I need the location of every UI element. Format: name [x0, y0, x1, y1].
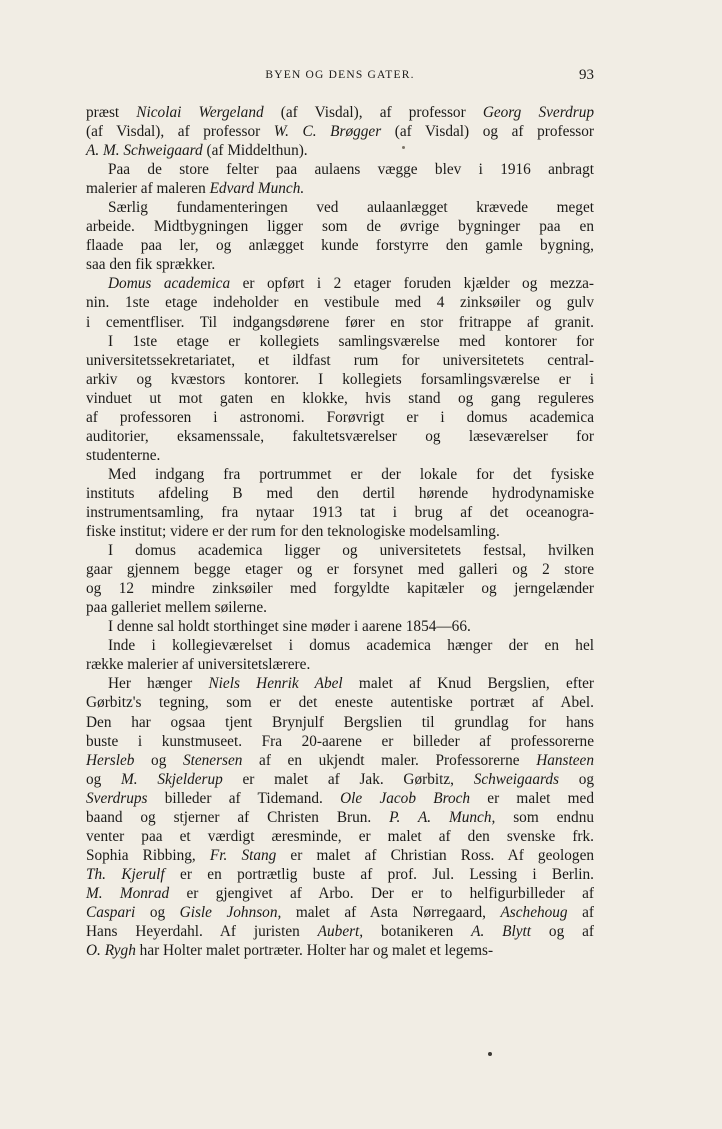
- text-line: [86, 503, 594, 522]
- text-line: [86, 389, 594, 408]
- text-line: [86, 408, 594, 427]
- text-line: [86, 541, 594, 560]
- text-run: Sophia Ribbing,: [86, 846, 210, 864]
- text-line: [86, 941, 594, 960]
- text-run: malerier af maleren: [86, 180, 210, 198]
- text-run: Paa de store felter paa aulaens vægge blev i 1916 anbragt: [108, 161, 594, 179]
- italic-name: Fr. Stang: [209, 846, 277, 864]
- italic-name: M. Skjelderup: [121, 770, 223, 788]
- text-run: er malet af Jak. Gørbitz,: [222, 770, 474, 788]
- text-run: instituts afdeling B med den dertil hørende hydrodynamiske: [86, 484, 594, 502]
- text-run: nin. 1ste etage indeholder en vestibule med 4 zinksøiler og gulv: [86, 294, 594, 312]
- italic-name: Schweigaards: [473, 770, 559, 788]
- text-line: [86, 789, 594, 808]
- text-line: [86, 598, 594, 617]
- text-line: [86, 217, 594, 236]
- text-run: er malet af Christian Ross. Af geologen: [276, 846, 595, 864]
- text-run: Gørbitz's tegning, som er det eneste autentiske portræt af Abel.: [86, 694, 594, 712]
- text-run: venter paa et værdigt æresminde, er malet af den svenske frk.: [86, 827, 594, 845]
- italic-name: Sverdrups: [86, 789, 148, 807]
- text-run: Med indgang fra portrummet er der lokale for det fysiske: [108, 465, 594, 483]
- text-run: og 12 mindre zinksøiler med forgyldte kapitæler og jerngelænder: [86, 580, 594, 598]
- text-run: og af: [531, 923, 594, 941]
- text-run: (af Visdal), af professor: [263, 104, 483, 121]
- page-header: [86, 67, 594, 87]
- text-run: studenterne.: [86, 446, 161, 464]
- text-line: [86, 674, 594, 693]
- running-title: BYEN OG DENS GATER.: [265, 69, 415, 81]
- italic-name: Georg Sverdrup: [482, 104, 594, 121]
- text-line: [86, 427, 594, 446]
- text-line: [86, 465, 594, 484]
- text-run: malet af Asta Nørregaard,: [281, 903, 501, 921]
- text-run: gaar gjennem begge etager og er forsynet med galleri og 2 store: [86, 561, 594, 579]
- italic-name: Nicolai Wergeland: [136, 104, 264, 121]
- text-line: [86, 141, 594, 160]
- text-run: har Holter malet portræter. Holter har og malet et legems-: [135, 942, 494, 960]
- text-run: præst: [86, 104, 137, 121]
- text-run: er malet med: [470, 789, 594, 807]
- italic-name: Th. Kjerulf: [86, 865, 165, 883]
- text-line: [86, 122, 594, 141]
- text-line: [86, 865, 594, 884]
- text-run: fiske institut; videre er der rum for den teknologiske modelsamling.: [86, 523, 500, 541]
- ink-speck: [402, 146, 405, 149]
- text-run: Her hænger: [108, 675, 209, 693]
- italic-name: Hansteen: [536, 751, 594, 769]
- text-run: I 1ste etage er kollegiets samlingsværelse med kontorer for: [108, 332, 594, 350]
- italic-name: M. Monrad: [86, 884, 170, 902]
- italic-name: Domus academica: [108, 275, 231, 293]
- text-run: række malerier af universitetslærere.: [86, 656, 311, 674]
- text-run: er opført i 2 etager foruden kjælder og mezza-: [230, 275, 594, 293]
- page-number: 93: [579, 67, 594, 83]
- text-line: [86, 236, 594, 255]
- text-run: arbeide. Midtbygningen ligger som de øvrige bygninger paa en: [86, 218, 594, 236]
- text-line: [86, 446, 594, 465]
- text-run: Inde i kollegieværelset i domus academica hænger der en hel: [108, 637, 594, 655]
- italic-name: Gisle Johnson,: [179, 903, 282, 921]
- text-run: arkiv og kvæstors kontorer. I kollegiets forsamlingsværelse er i: [86, 370, 594, 388]
- text-line: [86, 370, 594, 389]
- text-run: (af Visdal) og af professor: [381, 123, 595, 141]
- text-run: I denne sal holdt storthinget sine møder i aarene 1854—66.: [108, 618, 471, 636]
- text-run: som endnu: [495, 808, 594, 826]
- italic-name: Aubert,: [317, 923, 364, 941]
- italic-name: Hersleb: [86, 751, 135, 769]
- ink-speck: [488, 1052, 492, 1056]
- text-run: flaade paa ler, og anlægget kunde forstyrre den gamle bygning,: [86, 237, 594, 255]
- italic-name: A. Blytt: [471, 923, 532, 941]
- text-run: af professoren i astronomi. Forøvrigt er i domus academica: [86, 408, 594, 426]
- text-line: [86, 922, 594, 941]
- text-line: [86, 617, 594, 636]
- text-line: [86, 732, 594, 751]
- text-line: [86, 579, 594, 598]
- italic-name: Ole Jacob Broch: [340, 789, 471, 807]
- text-run: Særlig fundamenteringen ved aulaanlægget krævede meget: [108, 199, 594, 217]
- text-line: [86, 808, 594, 827]
- text-run: i cementfliser. Til indgangsdørene fører en stor fritrappe af granit.: [86, 313, 594, 331]
- text-run: og: [86, 770, 122, 788]
- text-line: [86, 179, 594, 198]
- text-line: [86, 332, 594, 351]
- text-line: [86, 751, 594, 770]
- text-line: [86, 351, 594, 370]
- text-run: Den har ogsaa tjent Brynjulf Bergslien til grundlag for hans: [86, 713, 594, 731]
- text-line: [86, 636, 594, 655]
- text-line: [86, 522, 594, 541]
- text-run: instrumentsamling, fra nytaar 1913 tat i brug af det oceanogra-: [86, 503, 594, 521]
- text-line: [86, 846, 594, 865]
- text-run: og: [558, 770, 595, 788]
- text-run: vinduet ut mot gaten en klokke, hvis stand og gang reguleres: [86, 389, 594, 407]
- italic-name: Aschehoug: [500, 903, 568, 921]
- text-run: I domus academica ligger og universitetets festsal, hvilken: [108, 542, 594, 560]
- text-run: billeder af Tidemand.: [147, 789, 341, 807]
- text-run: universitetssekretariatet, et ildfast rum for universitetets central-: [86, 351, 594, 369]
- italic-name: Caspari: [86, 903, 136, 921]
- text-run: baand og stjerner af Christen Brun.: [86, 808, 390, 826]
- text-line: [86, 693, 594, 712]
- text-run: og: [134, 751, 183, 769]
- text-line: [86, 884, 594, 903]
- text-run: og: [135, 903, 180, 921]
- text-line: [86, 560, 594, 579]
- text-line: [86, 903, 594, 922]
- text-run: (af Middelthun).: [202, 142, 308, 160]
- text-line: [86, 827, 594, 846]
- text-line: [86, 770, 594, 789]
- text-line: [86, 160, 594, 179]
- italic-name: W. C. Brøgger: [273, 123, 382, 141]
- text-line: [86, 255, 594, 274]
- text-line: [86, 274, 594, 293]
- italic-name: O. Rygh: [86, 942, 136, 960]
- text-line: [86, 198, 594, 217]
- italic-name: A. M. Schweigaard: [86, 142, 203, 160]
- body-text: [86, 103, 594, 960]
- text-run: paa galleriet mellem søilerne.: [86, 599, 267, 617]
- text-line: [86, 313, 594, 332]
- text-run: Hans Heyerdahl. Af juristen: [86, 923, 318, 941]
- italic-name: P. A. Munch,: [389, 808, 496, 826]
- text-run: er en portrætlig buste af prof. Jul. Lessing i Berlin.: [164, 865, 594, 883]
- text-run: buste i kunstmuseet. Fra 20-aarene er billeder af professorerne: [86, 732, 594, 750]
- italic-name: Stenersen: [182, 751, 243, 769]
- text-run: botanikeren: [363, 923, 472, 941]
- text-line: [86, 293, 594, 312]
- text-line: [86, 713, 594, 732]
- italic-name: Niels Henrik Abel: [208, 675, 343, 693]
- text-line: [86, 655, 594, 674]
- text-line: [86, 484, 594, 503]
- text-line: [86, 103, 594, 122]
- text-run: af: [567, 903, 594, 921]
- italic-name: Edvard Munch.: [209, 180, 305, 198]
- text-run: auditorier, eksamenssale, fakultetsværelser og læseværelser for: [86, 427, 594, 445]
- text-run: malet af Knud Bergslien, efter: [342, 675, 594, 693]
- text-run: af en ukjendt maler. Professorerne: [242, 751, 537, 769]
- text-run: (af Visdal), af professor: [86, 123, 274, 141]
- text-run: er gjengivet af Arbo. Der er to helfigurbilleder af: [169, 884, 594, 902]
- text-run: saa den fik sprækker.: [86, 256, 216, 274]
